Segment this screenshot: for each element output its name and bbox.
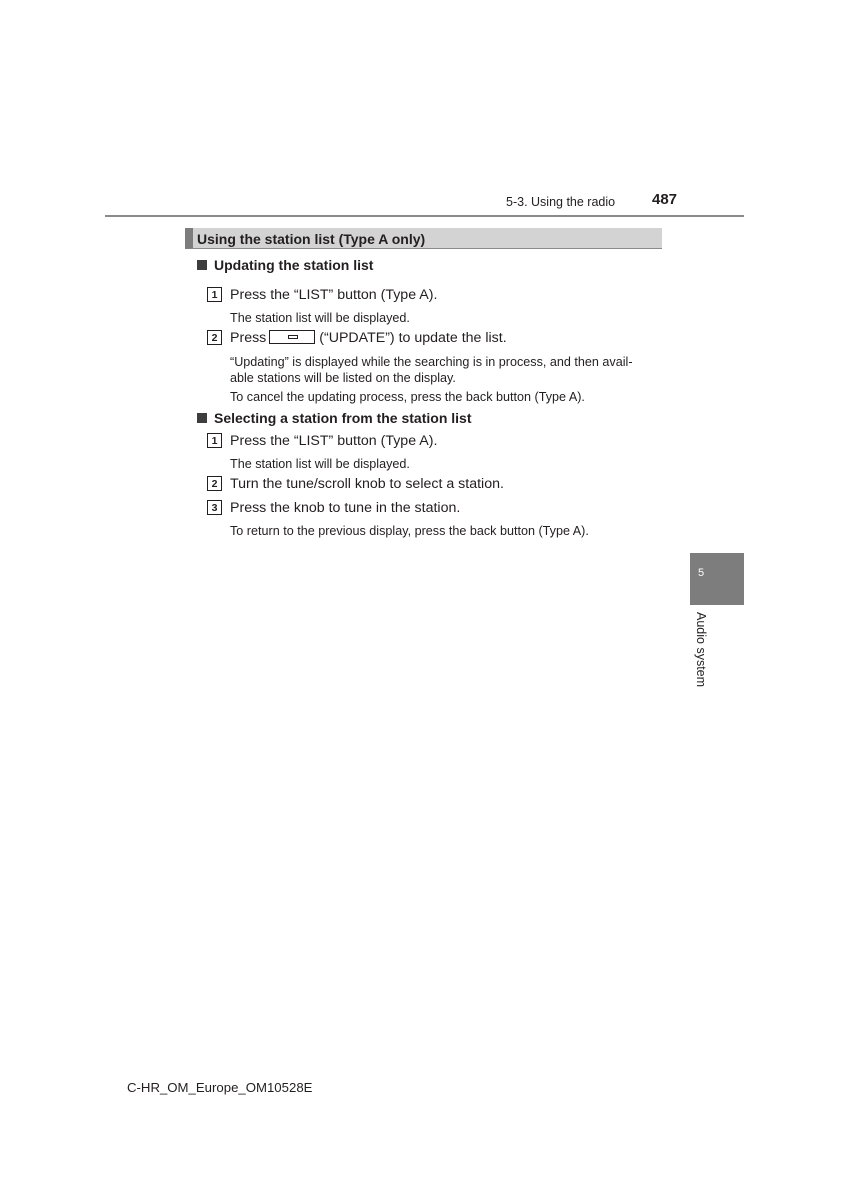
document-code: C-HR_OM_Europe_OM10528E [127,1080,313,1095]
step-text: Turn the tune/scroll knob to select a station. [230,476,504,492]
step-text: Press the knob to tune in the station. [230,500,461,516]
subheading-updating-label: Updating the station list [214,257,374,273]
step-text-before: Press [230,330,267,346]
step-number-badge: 3 [207,500,222,515]
page-number: 487 [652,191,678,208]
step-note: able stations will be listed on the display. [230,371,456,385]
step-number-badge: 1 [207,287,222,302]
step-note: To return to the previous display, press the back button (Type A). [230,524,589,538]
step-number-badge: 2 [207,476,222,491]
step-text: Press the “LIST” button (Type A). [230,433,438,449]
step-text: Press the “LIST” button (Type A). [230,287,438,303]
step-note: To cancel the updating process, press the back button (Type A). [230,390,585,404]
step-text-after: (“UPDATE”) to update the list. [319,330,507,346]
running-header-section: 5-3. Using the radio [506,195,616,209]
subheading-selecting [197,410,471,426]
header-divider [105,215,744,217]
button-glyph-icon [288,335,298,339]
subheading-selecting-label: Selecting a station from the station list [214,410,472,426]
chapter-tab [690,553,744,605]
square-bullet-icon [197,260,207,270]
subheading-updating [197,257,373,273]
section-heading: Using the station list (Type A only) [197,231,426,247]
step-text-update [230,330,507,346]
square-bullet-icon [197,413,207,423]
step-number-badge: 2 [207,330,222,345]
step-note: The station list will be displayed. [230,457,410,471]
chapter-number: 5 [698,567,705,579]
step-note: “Updating” is displayed while the searching is in process, and then avail- [230,355,633,369]
chapter-label: Audio system [694,612,708,688]
step-number-badge: 1 [207,433,222,448]
update-screen-button-icon [269,330,315,344]
step-note: The station list will be displayed. [230,311,410,325]
